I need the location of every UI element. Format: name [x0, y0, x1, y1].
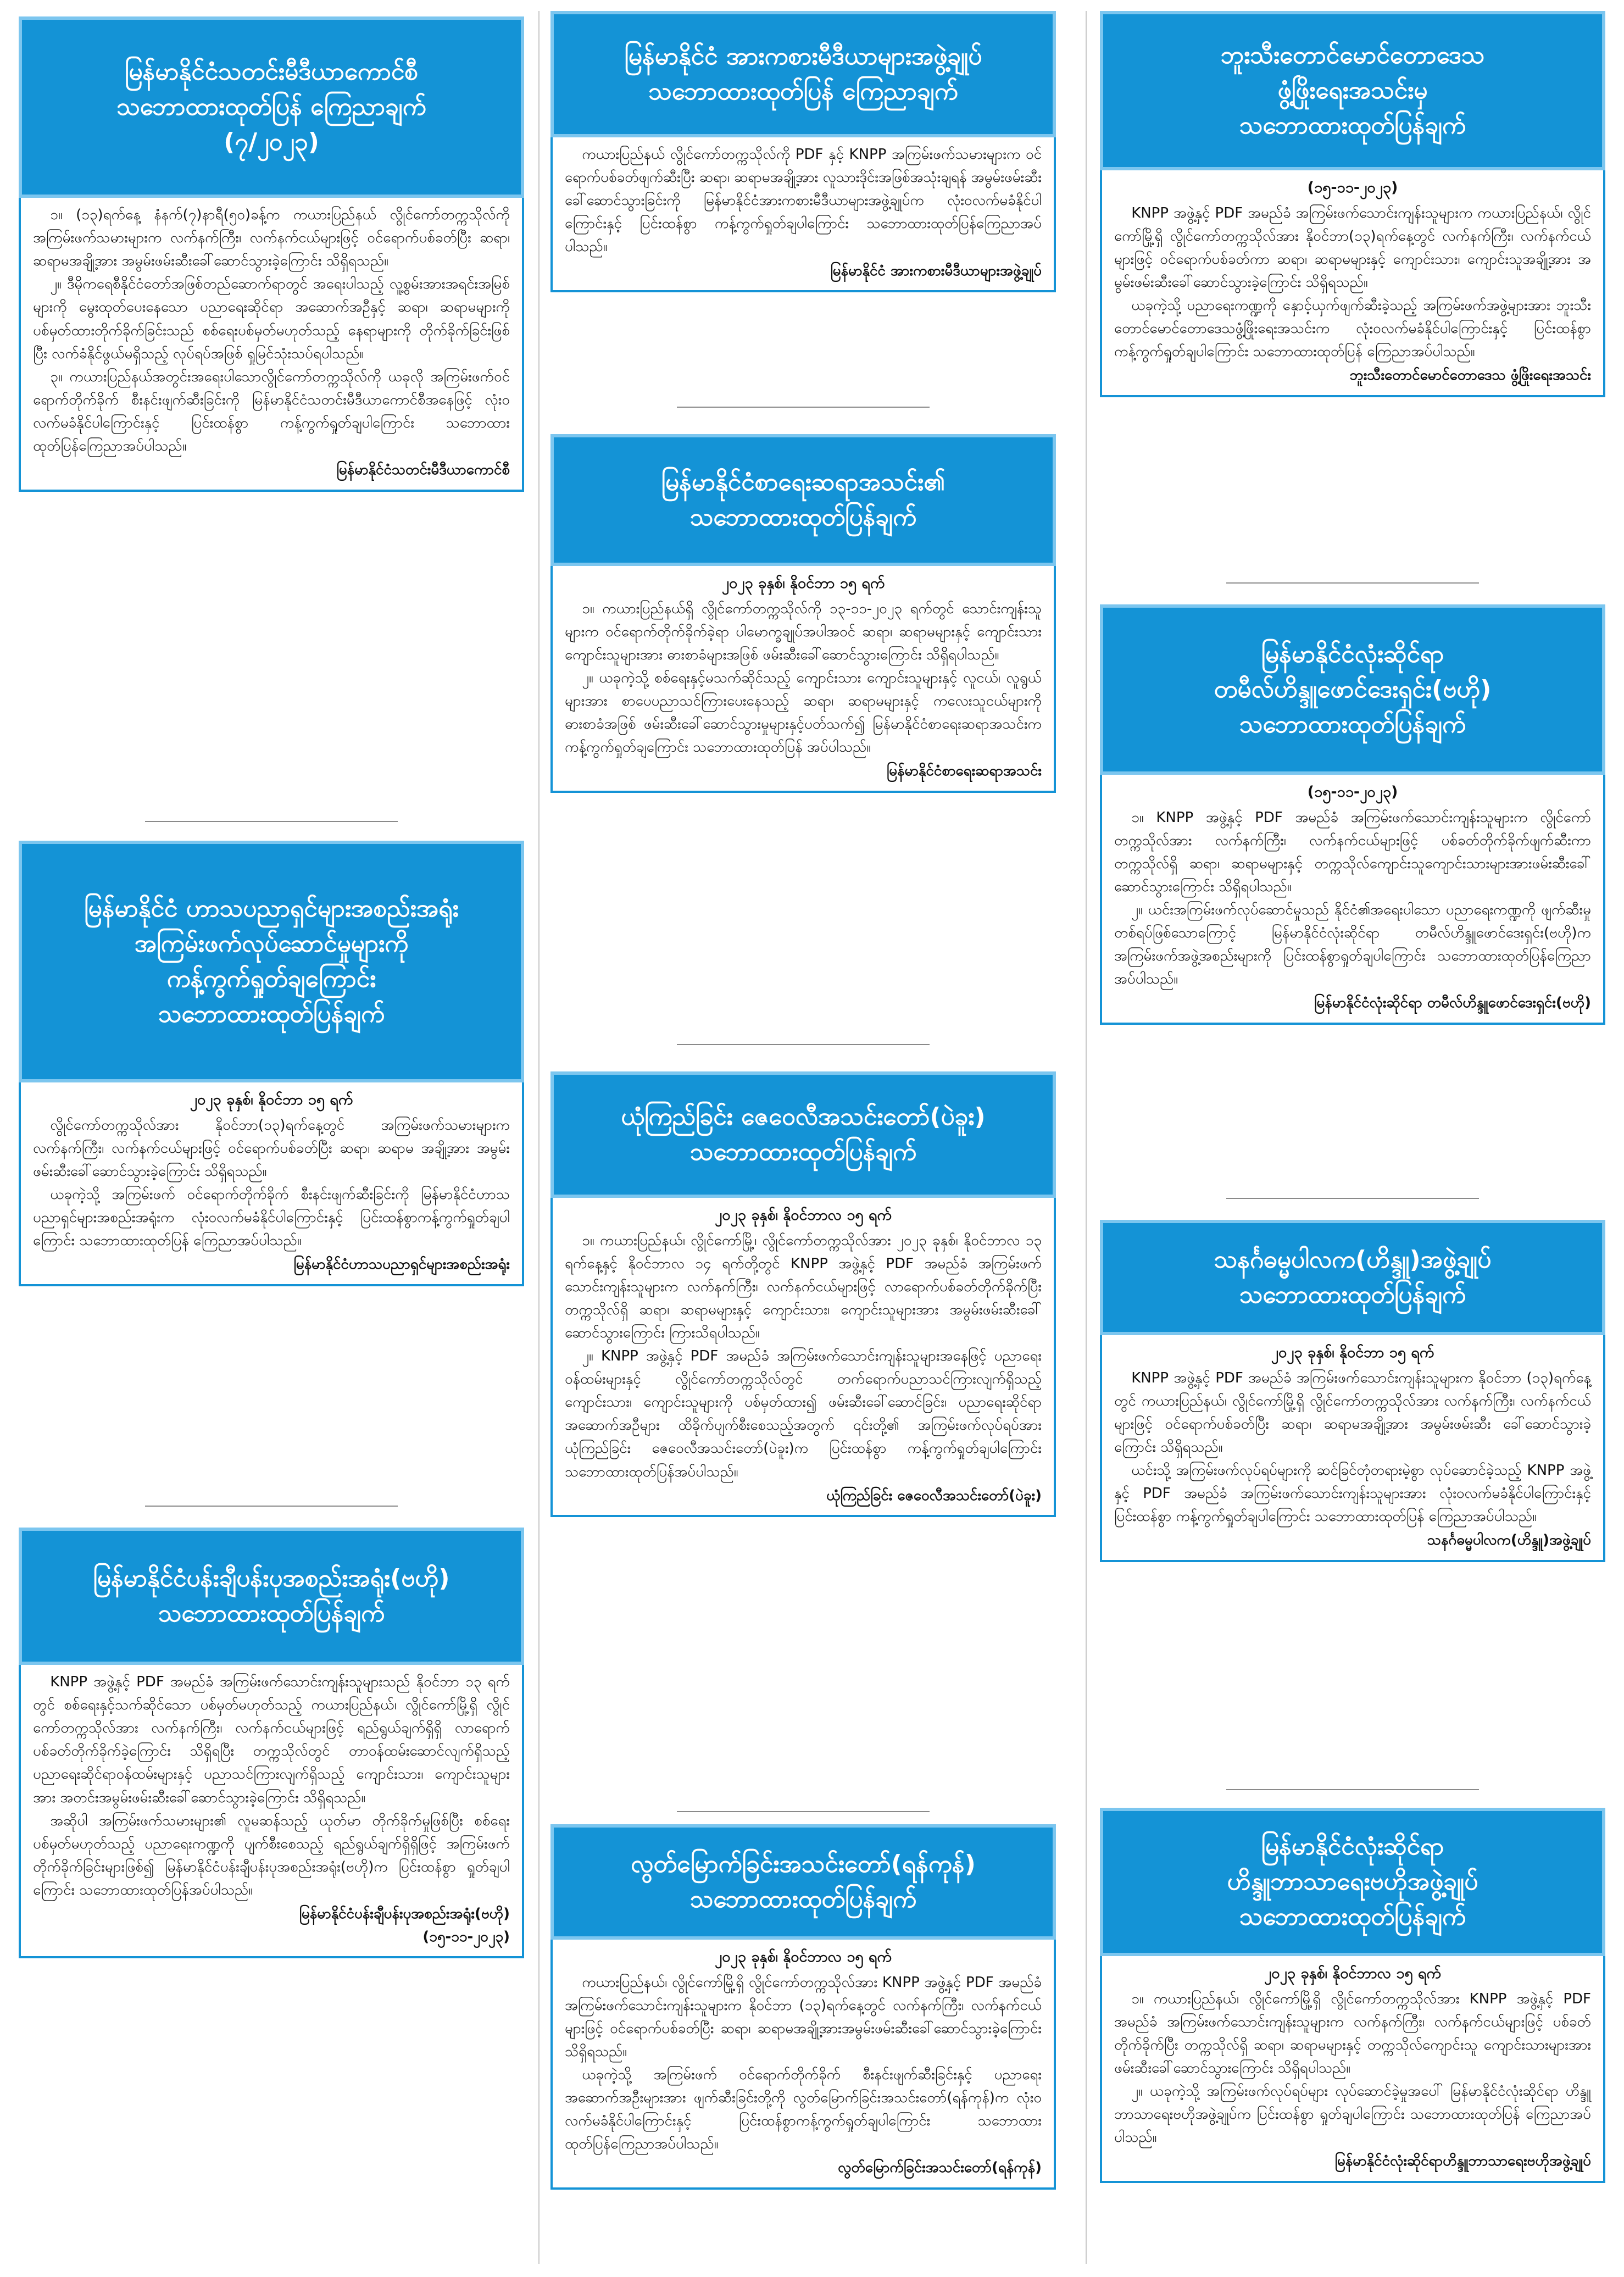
notice-title-line: မြန်မာနိုင်ငံလုံးဆိုင်ရာ	[1261, 1832, 1444, 1861]
notice-paragraph: အဆိုပါ အကြမ်းဖက်သမားများ၏ လူမဆန်သည့် ယုတ်မာ တိုက်ခိုက်မှုဖြစ်ပြီး စစ်ရေးပစ်မှတ်မဟုတ်သည့် ပညာရေးကဏ္ဍကို ပျက်စီးစေသည့် ရည်ရွယ်ချက်ရှိရှိဖြင့် အကြမ်းဖက်တိုက်ခိုက်ခြင်းများဖြစ်၍ မြန်မာနိုင်ငံပန်းချီပန်းပုအစည်းအရုံး(ဗဟို)က ပြင်းထန်စွာ ရှုတ်ချပါကြောင်း သဘောထားထုတ်ပြန်အပ်ပါသည်။	[33, 1812, 510, 1898]
notice-title-line: သဘောထားထုတ်ပြန် ကြေညာချက်	[648, 77, 958, 105]
notice-hindu-religious-central-federation	[1100, 1808, 1605, 2183]
notice-paragraph: ၁။ KNPP အဖွဲ့နှင့် PDF အမည်ခံ အကြမ်းဖက်သောင်းကျန်းသူများက လွိုင်ကော်တက္ကသိုလ်အား လက်နက်ကြီး၊ လက်နက်ငယ်များဖြင့် ပစ်ခတ်တိုက်ခိုက်ဖျက်ဆီးကာ တက္ကသိုလ်ရှိ ဆရာ၊ ဆရာမများနှင့် တက္ကသိုလ်ကျောင်းသူကျောင်းသားများအားဖမ်းဆီးခေါ်ဆောင်သွားကြောင်း သိရှိရပါသည်။	[1114, 809, 1591, 895]
notice-title-line: လွတ်မြောက်ခြင်းအသင်းတော်(ရန်ကုန်)	[631, 1850, 976, 1879]
notice-separator	[1226, 1198, 1479, 1199]
notice-paragraph: ၁။ ကယားပြည်နယ်၊ လွိုင်ကော်မြို့ရှိ လွိုင်ကော်တက္ကသိုလ်အား KNPP အဖွဲ့နှင့် PDF အမည်ခံ အကြမ်းဖက်သောင်းကျန်းသူများက လက်နက်ကြီး၊ လက်နက်ငယ်များဖြင့် ပစ်ခတ်တိုက်ခိုက်ပြီး တက္ကသိုလ်ရှိ ဆရာ၊ ဆရာမများနှင့် တက္ကသိုလ်ကျောင်းသူ ကျောင်းသားများအား ဖမ်းဆီးခေါ်ဆောင်သွားကြောင်း သိရှိရပါသည်။	[1114, 1990, 1591, 2076]
notice-signature-date: (၁၅-၁၁-၂၀၂၃)	[422, 1928, 510, 1945]
notice-body	[550, 137, 1056, 292]
notice-paragraph: KNPP အဖွဲ့နှင့် PDF အမည်ခံ အကြမ်းဖက်သောင်းကျန်းသူများက နိုဝင်ဘာ (၁၃)ရက်နေ့တွင် ကယားပြည်နယ်၊ လွိုင်ကော်မြို့ရှိ လွိုင်ကော်တက္ကသိုလ်အား လက်နက်ကြီး၊ လက်နက်ငယ်များဖြင့် ဝင်ရောက်ပစ်ခတ်ပြီး ဆရာ၊ ဆရာမအချို့အား အမွမ်းဖမ်းဆီး ခေါ်ဆောင်သွားခဲ့ကြောင်း သိရှိရသည်။	[1114, 1369, 1591, 1456]
notice-header	[19, 841, 524, 1082]
notice-body	[550, 1198, 1056, 1517]
notice-title-line: မြန်မာနိုင်ငံပန်းချီပန်းပုအစည်းအရုံး(ဗဟို)	[93, 1564, 450, 1593]
notice-title-line: သဘောထားထုတ်ပြန်ချက်	[158, 1600, 385, 1628]
notice-zawelee-church-bago	[550, 1071, 1056, 1517]
notice-title-line: (၇/၂၀၂၃)	[224, 127, 319, 156]
notice-title-line: မြန်မာနိုင်ငံစာရေးဆရာအသင်း၏	[661, 468, 946, 497]
notice-header	[19, 16, 524, 198]
notice-paragraph: ကယားပြည်နယ် လွိုင်ကော်တက္ကသိုလ်ကို PDF နှင့် KNPP အကြမ်းဖက်သမားများက ဝင်ရောက်ပစ်ခတ်ဖျက်ဆီးပြီး ဆရာ၊ ဆရာမအချို့အား လူသားဒိုင်းအဖြစ်အသုံးချရန် အမွမ်းဖမ်းဆီးခေါ်ဆောင်သွားခြင်းကို မြန်မာနိုင်ငံအားကစားမီဒီယာများအဖွဲ့ချုပ်က လုံးဝလက်မခံနိုင်ပါကြောင်းနှင့် ပြင်းထန်စွာ ကန့်ကွက်ရှုတ်ချပါကြောင်း သဘောထားထုတ်ပြန်ကြေညာအပ်ပါသည်။	[565, 146, 1042, 256]
notice-body	[550, 566, 1056, 793]
notice-title-line: မြန်မာနိုင်ငံ အားကစားမီဒီယာများအဖွဲ့ချုပ်	[624, 42, 982, 71]
notice-title-line: ဟိန္ဒူဘာသာရေးဗဟိုအဖွဲ့ချုပ်	[1227, 1868, 1478, 1896]
notice-paragraph: ၂။ KNPP အဖွဲ့နှင့် PDF အမည်ခံ အကြမ်းဖက်သောင်းကျန်းသူများအနေဖြင့် ပညာရေးဝန်ထမ်းများနှင့် လွိုင်ကော်တက္ကသိုလ်တွင် တက်ရောက်ပညာသင်ကြားလျက်ရှိသည့် ကျောင်းသား၊ ကျောင်းသူများကို ပစ်မှတ်ထား၍ ဖမ်းဆီးခေါ်ဆောင်ခြင်း၊ ပညာရေးဆိုင်ရာ အဆောက်အဦများ ထိခိုက်ပျက်စီးစေသည့်အတွက် ၎င်းတို့၏ အကြမ်းဖက်လုပ်ရပ်အား ယုံကြည်ခြင်း ဇေဝေလီအသင်းတော်(ပဲခူး)က ပြင်းထန်စွာ ကန့်ကွက်ရှုတ်ချပါကြောင်း သဘောထားထုတ်ပြန်အပ်ပါသည်။	[565, 1348, 1042, 1480]
notice-title-line: သဘောထားထုတ်ပြန် ကြေညာချက်	[116, 93, 426, 121]
notice-signature: မြန်မာနိုင်ငံသတင်းမီဒီယာကောင်စီ	[336, 462, 510, 479]
notice-title-line: သဘောထားထုတ်ပြန်ချက်	[158, 999, 385, 1028]
notice-paragraph: ၁။ (၁၃)ရက်နေ့ နံနက်(၇)နာရီ(၅၀)ခန့်က ကယားပြည်နယ် လွိုင်ကော်တက္ကသိုလ်ကို အကြမ်းဖက်သမားများက လက်နက်ကြီး၊ လက်နက်ငယ်များဖြင့် ဝင်ရောက်ပစ်ခတ်ပြီး ဆရာ၊ ဆရာမအချို့အား အမွမ်းဖမ်းဆီးခေါ်ဆောင်သွားခဲ့ကြောင်း သိရှိရသည်။	[33, 207, 510, 270]
notice-buthidaung-maungdaw-development	[1100, 11, 1605, 397]
notice-paragraph: ၂။ ယခုကဲ့သို့ စစ်ရေးနှင့်မသက်ဆိုင်သည့် ကျောင်းသား ကျောင်းသူများနှင့် လူငယ်၊ လူရွယ်များအား စာပေပညာသင်ကြားပေးနေသည့် ဆရာ၊ ဆရာမများနှင့် ကလေးသူငယ်များကို ဓားစာခံအဖြစ် ဖမ်းဆီးခေါ်ဆောင်သွားမှုများနှင့်ပတ်သက်၍ မြန်မာနိုင်ငံစာရေးဆရာအသင်းက ကန့်ကွက်ရှုတ်ချကြောင်း သဘောထားထုတ်ပြန် အပ်ပါသည်။	[565, 669, 1042, 756]
notice-date: ၂၀၂၃ ခုနှစ်၊ နိုဝင်ဘာ ၁၅ ရက်	[1271, 1344, 1434, 1361]
column-divider	[1086, 11, 1087, 2264]
notice-paragraph: ၂။ ယင်းအကြမ်းဖက်လုပ်ဆောင်မှုသည် နိုင်ငံ၏အရေးပါသော ပညာရေးကဏ္ဍကို ဖျက်ဆီးမှုတစ်ရပ်ဖြစ်သောကြောင့် မြန်မာနိုင်ငံလုံးဆိုင်ရာ တမီလ်ဟိန္ဒူဖောင်ဒေးရှင်း(ဗဟို)က အကြမ်းဖက်အဖွဲ့အစည်းများကို ပြင်းထန်စွာရှုတ်ချပါကြောင်း သဘောထားထုတ်ပြန်ကြေညာအပ်ပါသည်။	[1114, 901, 1591, 988]
notice-body	[1100, 170, 1605, 397]
notice-painters-sculptors-association	[19, 1528, 524, 1958]
notice-title-line: မြန်မာနိုင်ငံသတင်းမီဒီယာကောင်စီ	[124, 58, 419, 86]
notice-title-line: ကန့်ကွက်ရှုတ်ချကြောင်း	[166, 965, 376, 993]
notice-date: (၁၅-၁၁-၂၀၂၃)	[1307, 179, 1398, 196]
column-right	[1100, 0, 1605, 2277]
notice-signature: ဘူးသီးတောင်မောင်တောဒေသ ဖွံ့ဖြိုးရေးအသင်း	[1349, 367, 1591, 384]
notice-body	[19, 1665, 524, 1958]
notice-date: ၂၀၂၃ ခုနှစ်၊ နိုဝင်ဘာ ၁၅ ရက်	[190, 1091, 353, 1108]
notice-date: ၂၀၂၃ ခုနှစ်၊ နိုဝင်ဘာ ၁၅ ရက်	[721, 575, 885, 592]
notice-body	[1100, 1335, 1605, 1562]
notice-header	[550, 1824, 1056, 1940]
notice-body	[19, 1082, 524, 1286]
notice-humorists-association	[19, 841, 524, 1286]
notice-separator	[677, 407, 930, 408]
notice-title-line: မြန်မာနိုင်ငံ ဟာသပညာရှင်များအစည်းအရုံး	[84, 895, 459, 923]
notice-header	[1100, 604, 1605, 775]
notice-separator	[677, 1044, 930, 1045]
notice-deliverance-church-yangon	[550, 1824, 1056, 2190]
notice-paragraph: ကယားပြည်နယ်၊ လွိုင်ကော်မြို့ရှိ လွိုင်ကော်တက္ကသိုလ်အား KNPP အဖွဲ့နှင့် PDF အမည်ခံ အကြမ်းဖက်သောင်းကျန်းသူများက နိုဝင်ဘာ (၁၃)ရက်နေ့တွင် လက်နက်ကြီး၊ လက်နက်ငယ်များဖြင့် ဝင်ရောက်ပစ်ခတ်ပြီး ဆရာ၊ ဆရာမအချို့အားအမွမ်းဖမ်းဆီးခေါ်ဆောင်သွားခဲ့ကြောင်း သိရှိရသည်။	[565, 1974, 1042, 2060]
notice-body	[1100, 1956, 1605, 2183]
notice-signature: မြန်မာနိုင်ငံပန်းချီပန်းပုအစည်းအရုံး(ဗဟို)	[299, 1906, 510, 1923]
notice-paragraph: KNPP အဖွဲ့နှင့် PDF အမည်ခံ အကြမ်းဖက်သောင်းကျန်းသူများသည် နိုဝင်ဘာ ၁၃ ရက်တွင် စစ်ရေးနှင့်သက်ဆိုင်သော ပစ်မှတ်မဟုတ်သည့် ကယားပြည်နယ်၊ လွိုင်ကော်မြို့ရှိ လွိုင်ကော်တက္ကသိုလ်အား လက်နက်ကြီး၊ လက်နက်ငယ်များဖြင့် ရည်ရွယ်ချက်ရှိရှိ လာရောက်ပစ်ခတ်တိုက်ခိုက်ခဲ့ကြောင်း သိရှိရပြီး တက္ကသိုလ်တွင် တာဝန်ထမ်းဆောင်လျက်ရှိသည့် ပညာရေးဆိုင်ရာဝန်ထမ်းများနှင့် ပညာသင်ကြားလျက်ရှိသည့် ကျောင်းသား၊ ကျောင်းသူများအား အတင်းအမွမ်းဖမ်းဆီးခေါ်ဆောင်သွားခဲ့ကြောင်း သိရှိရသည်။	[33, 1674, 510, 1806]
notice-writers-association	[550, 434, 1056, 793]
notice-signature: မြန်မာနိုင်ငံစာရေးဆရာအသင်း	[886, 763, 1042, 780]
notice-title-line: သဘောထားထုတ်ပြန်ချက်	[1239, 1902, 1466, 1931]
notice-sanatana-dharma-hindu-federation	[1100, 1220, 1605, 1562]
notice-paragraph: ယခုကဲ့သို့ အကြမ်းဖက် ဝင်ရောက်တိုက်ခိုက် စီးနင်းဖျက်ဆီးခြင်းကို မြန်မာနိုင်ငံဟာသပညာရှင်များအစည်းအရုံးက လုံးဝလက်မခံနိုင်ပါကြောင်းနှင့် ပြင်းထန်စွာကန့်ကွက်ရှုတ်ချပါကြောင်း သဘောထားထုတ်ပြန် ကြေညာအပ်ပါသည်။	[33, 1186, 510, 1249]
notice-separator	[145, 821, 398, 822]
notice-paragraph: ၂။ ဒီမိုကရေစီနိုင်ငံတော်အဖြစ်တည်ဆောက်ရာတွင် အရေးပါသည့် လူ့စွမ်းအားအရင်းအမြစ်များကို မွေးထုတ်ပေးနေသော ပညာရေးဆိုင်ရာ အဆောက်အဦနှင့် ဆရာ၊ ဆရာမများကို ပစ်မှတ်ထားတိုက်ခိုက်ခြင်းသည် စစ်ရေးပစ်မှတ်မဟုတ်သည့် နေရာများကို တိုက်ခိုက်ခြင်းဖြစ်ပြီး လက်ခံနိုင်ဖွယ်မရှိသည့် လုပ်ရပ်အဖြစ် ရှုမြင်သုံးသပ်ရပါသည်။	[33, 276, 510, 362]
notice-paragraph: KNPP အဖွဲ့နှင့် PDF အမည်ခံ အကြမ်းဖက်သောင်းကျန်းသူများက ကယားပြည်နယ်၊ လွိုင်ကော်မြို့ရှိ လွိုင်ကော်တက္ကသိုလ်အား နိုဝင်ဘာ(၁၃)ရက်နေ့တွင် လက်နက်ကြီး၊ လက်နက်ငယ်များဖြင့် ဝင်ရောက်ပစ်ခတ်ကာ ဆရာ၊ ဆရာမများနှင့် ကျောင်းသား၊ ကျောင်းသူအချို့အား အမွမ်းဖမ်းဆီးခေါ်ဆောင်သွားခဲ့ကြောင်း သိရှိရသည်။	[1114, 204, 1591, 291]
notice-title-line: သဘောထားထုတ်ပြန်ချက်	[689, 1885, 917, 1913]
notice-signature: မြန်မာနိုင်ငံဟာသပညာရှင်များအစည်းအရုံး	[293, 1256, 510, 1273]
notice-paragraph: ယခုကဲ့သို့ အကြမ်းဖက် ဝင်ရောက်တိုက်ခိုက် စီးနင်းဖျက်ဆီးခြင်းနှင့် ပညာရေးအဆောက်အဦးများအား ဖျက်ဆီးခြင်းတို့ကို လွတ်မြောက်ခြင်းအသင်းတော်(ရန်ကုန်)က လုံးဝလက်မခံနိုင်ပါကြောင်းနှင့် ပြင်းထန်စွာကန့်ကွက်ရှုတ်ချပါကြောင်း သဘောထားထုတ်ပြန်ကြေညာအပ်ပါသည်။	[565, 2066, 1042, 2153]
notice-title-line: သဘောထားထုတ်ပြန်ချက်	[689, 503, 917, 531]
notice-paragraph: ၂။ ယခုကဲ့သို့ အကြမ်းဖက်လုပ်ရပ်များ လုပ်ဆောင်ခဲ့မှုအပေါ် မြန်မာနိုင်ငံလုံးဆိုင်ရာ ဟိန္ဒူဘာသာရေးဗဟိုအဖွဲ့ချုပ်က ပြင်းထန်စွာ ရှုတ်ချပါကြောင်း သဘောထားထုတ်ပြန် ကြေညာအပ်ပါသည်။	[1114, 2082, 1591, 2146]
notice-header	[19, 1528, 524, 1665]
notice-title-line: တမီလ်ဟိန္ဒူဖောင်ဒေးရှင်း(ဗဟို)	[1214, 675, 1492, 704]
notice-tamil-hindu-foundation	[1100, 604, 1605, 1025]
notice-separator	[1226, 1789, 1479, 1790]
notice-header	[1100, 11, 1605, 170]
notice-title-line: ယုံကြည်ခြင်း ဇေဝေလီအသင်းတော်(ပဲခူး)	[621, 1103, 986, 1131]
notice-header	[550, 1071, 1056, 1198]
notice-date: ၂၀၂၃ ခုနှစ်၊ နိုဝင်ဘာလ ၁၅ ရက်	[1264, 1965, 1441, 1982]
notice-title-line: ဘူးသီးတောင်မောင်တောဒေသ	[1220, 41, 1485, 70]
notice-header	[1100, 1808, 1605, 1956]
notice-signature: ယုံကြည်ခြင်း ဇေဝေလီအသင်းတော်(ပဲခူး)	[826, 1487, 1042, 1504]
notice-date: ၂၀၂၃ ခုနှစ်၊ နိုဝင်ဘာလ ၁၅ ရက်	[715, 1207, 892, 1224]
notice-separator	[1226, 582, 1479, 584]
notice-title-line: ဖွံ့ဖြိုးရေးအသင်းမှ	[1277, 76, 1428, 105]
notice-title-line: သဘောထားထုတ်ပြန်ချက်	[1239, 111, 1466, 140]
column-divider	[538, 11, 540, 2264]
notice-paragraph: ယင်းသို့ အကြမ်းဖက်လုပ်ရပ်များကို ဆင်ခြင်တုံတရားမဲ့စွာ လုပ်ဆောင်ခဲ့သည့် KNPP အဖွဲ့နှင့် PDF အမည်ခံ အကြမ်းဖက်သောင်းကျန်းသူများအား လုံးဝလက်မခံနိုင်ပါကြောင်းနှင့် ပြင်းထန်စွာ ကန့်ကွက်ရှုတ်ချပါကြောင်း သဘောထားထုတ်ပြန် ကြေညာအပ်ပါသည်။	[1114, 1462, 1591, 1525]
notice-title-line: သဘောထားထုတ်ပြန်ချက်	[1239, 1281, 1466, 1309]
notice-title-line: မြန်မာနိုင်ငံလုံးဆိုင်ရာ	[1261, 640, 1444, 669]
notice-title-line: သဘောထားထုတ်ပြန်ချက်	[689, 1138, 917, 1166]
notice-sports-media-federation	[550, 11, 1056, 292]
notice-date: ၂၀၂၃ ခုနှစ်၊ နိုဝင်ဘာလ ၁၅ ရက်	[715, 1948, 892, 1965]
notice-body	[550, 1940, 1056, 2190]
notice-separator	[677, 1811, 930, 1812]
notice-body	[19, 198, 524, 492]
notice-signature: မြန်မာနိုင်ငံလုံးဆိုင်ရာ တမီလ်ဟိန္ဒူဖောင်ဒေးရှင်း(ဗဟို)	[1314, 995, 1591, 1012]
notice-separator	[145, 1506, 398, 1507]
notice-date: (၁၅-၁၁-၂၀၂၃)	[1307, 784, 1398, 801]
notice-title-line: သဘောထားထုတ်ပြန်ချက်	[1239, 710, 1466, 738]
notice-news-media-council	[19, 16, 524, 492]
notice-title-line: အကြမ်းဖက်လုပ်ဆောင်မှုများကို	[134, 930, 409, 958]
notice-paragraph: ၁။ ကယားပြည်နယ်၊ လွိုင်ကော်မြို့၊ လွိုင်ကော်တက္ကသိုလ်အား ၂၀၂၃ ခုနှစ်၊ နိုဝင်ဘာလ ၁၃ ရက်နေ့နှင့် နိုဝင်ဘာလ ၁၄ ရက်တို့တွင် KNPP အဖွဲ့နှင့် PDF အမည်ခံ အကြမ်းဖက်သောင်းကျန်းသူများက လက်နက်ကြီး၊ လက်နက်ငယ်များဖြင့် လာရောက်ပစ်ခတ်တိုက်ခိုက်ပြီး တက္ကသိုလ်ရှိ ဆရာ၊ ဆရာမများနှင့် ကျောင်းသား၊ ကျောင်းသူများအား အမွမ်းဖမ်းဆီးခေါ်ဆောင်သွားကြောင်း ကြားသိရပါသည်။	[565, 1232, 1042, 1341]
notice-signature: လွတ်မြောက်ခြင်းအသင်းတော်(ရန်ကုန်)	[838, 2159, 1042, 2176]
notice-body	[1100, 775, 1605, 1025]
notice-header	[550, 434, 1056, 566]
notice-signature: မြန်မာနိုင်ငံ အားကစားမီဒီယာများအဖွဲ့ချုပ်	[830, 262, 1042, 279]
notice-signature: မြန်မာနိုင်ငံလုံးဆိုင်ရာဟိန္ဒူဘာသာရေးဗဟိုအဖွဲ့ချုပ်	[1334, 2153, 1591, 2170]
notice-paragraph: ၁။ ကယားပြည်နယ်ရှိ လွိုင်ကော်တက္ကသိုလ်ကို ၁၃-၁၁-၂၀၂၃ ရက်တွင် သောင်းကျန်းသူများက ဝင်ရောက်တိုက်ခိုက်ခဲ့ရာ ပါမောက္ခချုပ်အပါအဝင် ဆရာ၊ ဆရာမများနှင့် ကျောင်းသား ကျောင်းသူများအား ဓားစာခံများအဖြစ် ဖမ်းဆီးခေါ်ဆောင်သွားကြောင်း သိရှိရပါသည်။	[565, 600, 1042, 663]
notice-header	[550, 11, 1056, 137]
notice-paragraph: ယခုကဲ့သို့ ပညာရေးကဏ္ဍကို နှောင့်ယှက်ဖျက်ဆီးခဲ့သည့် အကြမ်းဖက်အဖွဲ့များအား ဘူးသီးတောင်မောင်တောဒေသဖွံ့ဖြိုးရေးအသင်းက လုံးဝလက်မခံနိုင်ပါကြောင်းနှင့် ပြင်းထန်စွာ ကန့်ကွက်ရှုတ်ချပါကြောင်း သဘောထားထုတ်ပြန် ကြေညာအပ်ပါသည်။	[1114, 297, 1591, 360]
notice-paragraph: လွိုင်ကော်တက္ကသိုလ်အား နိုဝင်ဘာ(၁၃)ရက်နေ့တွင် အကြမ်းဖက်သမားများက လက်နက်ကြီး၊ လက်နက်ငယ်များဖြင့် ဝင်ရောက်ပစ်ခတ်ပြီး ဆရာ၊ ဆရာမ အချို့အား အမွမ်းဖမ်းဆီးခေါ်ဆောင်သွားခဲ့ကြောင်း သိရှိရသည်။	[33, 1117, 510, 1180]
notice-paragraph: ၃။ ကယားပြည်နယ်အတွင်းအရေးပါသောလွိုင်ကော်တက္ကသိုလ်ကို ယခုလို အကြမ်းဖက်ဝင်ရောက်တိုက်ခိုက် စီးနင်းဖျက်ဆီးခြင်းကို မြန်မာနိုင်ငံသတင်းမီဒီယာကောင်စီအနေဖြင့် လုံးဝလက်မခံနိုင်ပါကြောင်းနှင့် ပြင်းထန်စွာ ကန့်ကွက်ရှုတ်ချပါကြောင်း သဘောထားထုတ်ပြန်ကြေညာအပ်ပါသည်။	[33, 368, 510, 455]
column-left	[19, 0, 524, 2277]
column-middle	[550, 0, 1056, 2277]
notice-title-line: သနင်္ဂဓမ္မပါလက(ဟိန္ဒူ)အဖွဲ့ချုပ်	[1214, 1246, 1492, 1274]
notice-signature: သနင်္ဂဓမ္မပါလက(ဟိန္ဒူ)အဖွဲ့ချုပ်	[1427, 1532, 1591, 1549]
notice-header	[1100, 1220, 1605, 1335]
